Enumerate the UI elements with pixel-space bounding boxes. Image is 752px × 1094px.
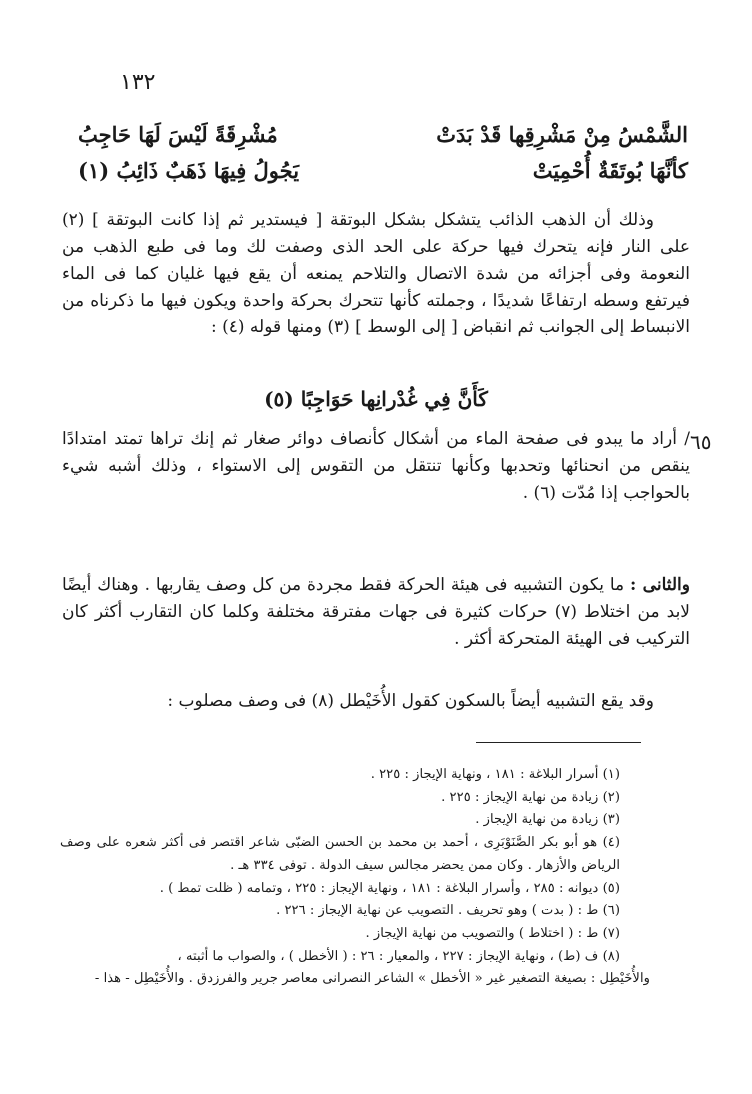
footnote-1: (١) أسرار البلاغة : ١٨١ ، ونهاية الإيجاز : ٢٢٥ . <box>370 767 620 782</box>
footnote-2: (٢) زيادة من نهاية الإيجاز : ٢٢٥ . <box>441 789 620 805</box>
verse-2-second-hemistich: يَجُولُ فِيهَا ذَهَبٌ ذَائِبُ (١) <box>78 158 300 183</box>
footnote-divider <box>476 742 641 743</box>
page-number: ١٣٢ <box>120 70 156 95</box>
footnote-3: (٣) زيادة من نهاية الإيجاز . <box>475 812 620 828</box>
paragraph-second-type <box>62 572 690 653</box>
verse-1-first-hemistich: الشَّمْسُ مِنْ مَشْرِقِها قَدْ بَدَتْ <box>436 122 688 147</box>
verse-1-second-hemistich: مُشْرِقَةً لَيْسَ لَهَا حَاجِبُ <box>78 122 278 147</box>
footnote-8-line-1: (٨) ف (ط) ، ونهاية الإيجاز : ٢٢٧ ، والمعيار : ٢٦ : ( الأخطل ) ، والصواب ما أثبته ، <box>177 948 620 964</box>
verse-line-1 <box>78 122 688 147</box>
paragraph-water-circles: / أراد ما يبدو فى صفحة الماء من أشكال كأنصاف دوائر صغار ثم إنك تراها تمتد امتدادًا ينقص من انحنائها وتحدبها وكأنها تنتقل من التقوس إلى الاستواء ، وذلك أشبه شيء بالحواجب إذا مُدّت (٦) . <box>62 429 690 503</box>
verse-line-2 <box>78 158 688 183</box>
paragraph-stillness: وقد يقع التشبيه أيضاً بالسكون كقول الأُخَيْطل (٨) فى وصف مصلوب : <box>167 691 654 711</box>
footnote-8-line-2: والأُخَيْطِل : بصيغة التصغير غير « الأخطل » الشاعر النصرانى معاصر جرير والفرزدق . والأُخَيْطِل - هذا - <box>94 971 650 987</box>
footnote-7: (٧) ط : ( اختلاط ) والتصويب من نهاية الإيجاز . <box>365 925 620 941</box>
verse-2-first-hemistich: كأنَّهَا بُوتَقَةٌ أُحْمِيَتْ <box>532 158 688 183</box>
footnote-6: (٦) ط : ( بدت ) وهو تحريف . التصويب عن نهاية الإيجاز : ٢٢٦ . <box>276 903 620 919</box>
footnotes <box>60 764 650 991</box>
quoted-verse-eyebrows: كَأَنَّ فِي غُدْرانِها حَوَاجِبًا (٥) <box>264 387 488 411</box>
second-type-text: ما يكون التشبيه فى هيئة الحركة فقط مجردة من كل وصف يقاربها . وهناك أيضًا لابد من اختلاط (٧) حركات كثيرة فى جهات مفترقة مختلفة وكلما كان التقارب أكثر كان التركيب فى الهيئة المتحركة أكثر . <box>62 575 691 649</box>
footnote-4: (٤) هو أبو بكر الصَّنَوْبَرِى ، أحمد بن محمد بن الحسن الضبّى شاعر اقتصر فى أكثر شعره على وصف الرياض والأزهار . وكان ممن يحضر مجالس سيف الدولة . توفى ٣٣٤ هـ . <box>60 835 620 873</box>
second-type-heading: والثانى : <box>630 575 690 595</box>
footnote-5: (٥) ديوانه : ٢٨٥ ، وأسرار البلاغة : ١٨١ ، ونهاية الإيجاز : ٢٢٥ ، وتمامه ( ظلت تمط ) . <box>159 880 620 896</box>
margin-folio-number: ٦٥ <box>690 430 712 454</box>
paragraph-golden-crucible: وذلك أن الذهب الذائب يتشكل بشكل البوتقة [ فيستدير ثم إذا كانت البوتقة ] (٢) على النار فإنه يتحرك فيها حركة على الحد الذى وصفت لك وما فى طبع الذهب من النعومة وفى أجزائه من شدة الاتصال والتلاحم يمنعه أن يقع فيها غليان كما فى الماء فيرتفع وسطه ارتفاعًا شديدًا ، وجملته كأنها تتحرك بحركة واحدة ويكون فيها ما ذكرناه من الانبساط إلى الجوانب ثم انقباض [ إلى الوسط ] (٣) ومنها قوله (٤) : <box>62 210 690 338</box>
